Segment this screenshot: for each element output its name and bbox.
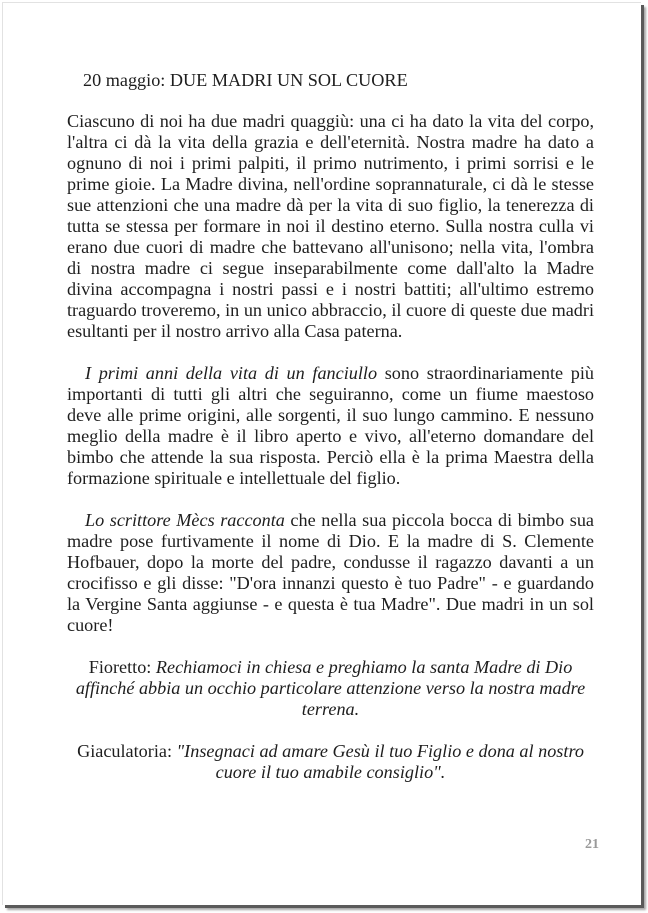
- page-content: [67, 69, 594, 804]
- paragraph-2-text: sono straordinariamente più importanti di tutti gli altri che seguiranno, come un fiume maestoso deve alle prime origini, alle sorgenti, il suo lungo cammino. E nessuno meglio della madre è il libro aperto e vivo, all'eterno domandare del bimbo che attende la sua risposta. Perciò ella è la prima Maestra della formazione spirituale e intellettuale del figlio.: [67, 363, 594, 488]
- giaculatoria-label: Giaculatoria:: [77, 741, 177, 761]
- paragraph-2: [67, 363, 594, 489]
- giaculatoria: [67, 741, 594, 783]
- paragraph-1-text: Ciascuno di noi ha due madri quaggiù: una ci ha dato la vita del corpo, l'altra ci dà la vita della grazia e dell'eternità. Nostra madre ha dato a ognuno di noi i primi palpiti, il primo nutrimento, i primi sorrisi e le prime gioie. La Madre divina, nell'ordine soprannaturale, ci dà le stesse sue attenzioni che una madre dà per la vita di suo figlio, la tenerezza di tutta se stessa per formare in noi il destino eterno. Sulla nostra culla vi erano due cuori di madre che battevano all'unisono; nella vita, l'ombra di nostra madre ci segue inseparabilmente come dall'alto la Madre divina accompagna i nostri passi e i nostri battiti; all'ultimo estremo traguardo troveremo, in un unico abbraccio, il cuore di queste due madri esultanti per il nostro arrivo alla Casa paterna.: [67, 111, 594, 341]
- paragraph-1: [67, 111, 594, 342]
- fioretto: [67, 657, 594, 720]
- paragraph-2-italic-lead: I primi anni della vita di un fanciullo: [85, 363, 378, 383]
- fioretto-text: Rechiamoci in chiesa e preghiamo la santa Madre di Dio affinché abbia un occhio particolare attenzione verso la nostra madre terrena.: [75, 657, 586, 719]
- fioretto-label: Fioretto:: [88, 657, 156, 677]
- document-page: [2, 2, 641, 905]
- paragraph-3: [67, 510, 594, 636]
- paragraph-3-text: che nella sua piccola bocca di bimbo sua madre pose furtivamente il nome di Dio. E la madre di S. Clemente Hofbauer, dopo la morte del padre, condusse il ragazzo davanti a un crocifisso e gli disse: "D'ora innanzi questo è tuo Padre" - e guardando la Vergine Santa aggiunse - e questa è tua Madre". Due madri in un sol cuore!: [67, 510, 594, 635]
- paragraph-3-italic-lead: Lo scrittore Mècs racconta: [85, 510, 285, 530]
- page-number: 21: [585, 837, 599, 852]
- giaculatoria-text: "Insegnaci ad amare Gesù il tuo Figlio e dona al nostro cuore il tuo amabile consiglio".: [176, 741, 584, 782]
- page-title: 20 maggio: DUE MADRI UN SOL CUORE: [83, 70, 408, 90]
